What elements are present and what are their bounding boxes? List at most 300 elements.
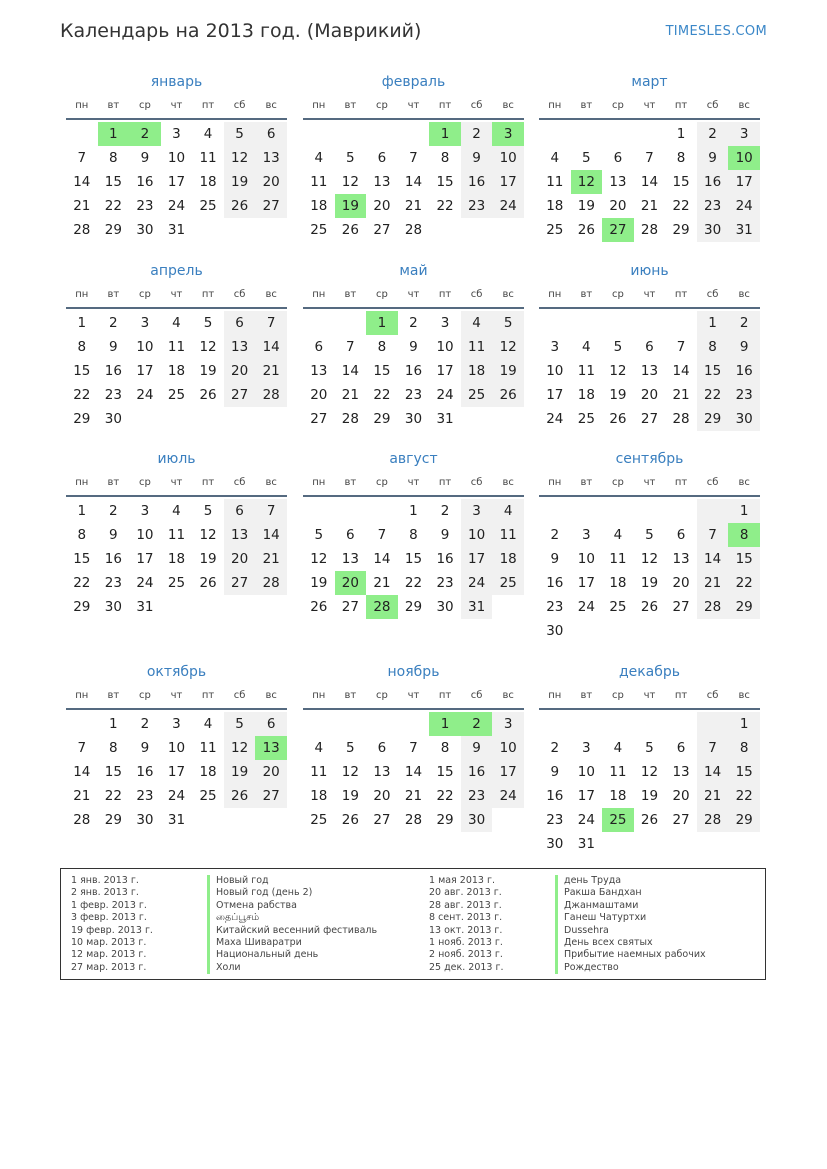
weekday-label: вс xyxy=(265,100,277,111)
day-cell: 21 xyxy=(697,571,729,595)
weekday-header xyxy=(66,686,287,710)
day-cell: 2 xyxy=(440,503,450,519)
day-cell: 7 xyxy=(77,150,87,166)
weekday-label: вт xyxy=(580,289,593,300)
weekday-header xyxy=(303,96,524,120)
weekday-label: ср xyxy=(375,289,388,300)
empty-cell xyxy=(66,122,98,146)
day-cell: 16 xyxy=(546,788,564,804)
day-cell: 17 xyxy=(436,363,454,379)
day-cell: 25 xyxy=(609,599,627,615)
day-cell: 9 xyxy=(440,527,450,543)
empty-cell xyxy=(366,122,398,146)
weekday-label: вс xyxy=(265,289,277,300)
day-cell: 31 xyxy=(461,595,493,619)
holiday-name: Рождество xyxy=(555,962,706,974)
empty-cell xyxy=(728,619,760,643)
holiday-name: Отмена рабства xyxy=(207,900,377,912)
day-cell: 4 xyxy=(461,311,493,335)
day-cell: 9 xyxy=(109,527,118,543)
day-cell: 18 xyxy=(310,198,328,214)
day-cell: 10 xyxy=(577,764,595,780)
day-grid xyxy=(539,311,760,431)
day-cell: 7 xyxy=(409,740,418,756)
day-cell: 19 xyxy=(224,170,256,194)
day-cell: 27 xyxy=(255,194,287,218)
day-cell: 19 xyxy=(199,551,217,567)
weekday-label: сб xyxy=(706,100,719,111)
weekday-label: ср xyxy=(138,100,151,111)
day-cell: 19 xyxy=(492,359,524,383)
day-cell: 16 xyxy=(404,363,423,379)
day-grid xyxy=(303,122,524,242)
day-cell: 16 xyxy=(697,170,729,194)
day-cell: 8 xyxy=(77,339,87,355)
day-cell: 12 xyxy=(224,146,256,170)
day-cell: 17 xyxy=(728,170,760,194)
day-cell: 9 xyxy=(461,146,493,170)
day-cell: 13 xyxy=(373,174,391,190)
day-cell: 9 xyxy=(109,339,118,355)
day-cell: 28 xyxy=(73,812,91,828)
holiday-name: தைப்பூசம் xyxy=(207,912,377,924)
day-cell: 27 xyxy=(224,383,256,407)
day-cell: 13 xyxy=(310,363,328,379)
brand-link[interactable]: TIMESLES.COM xyxy=(665,24,767,39)
day-cell: 17 xyxy=(136,551,154,567)
day-cell: 24 xyxy=(461,571,493,595)
day-cell: 6 xyxy=(377,150,387,166)
weekday-label: сб xyxy=(470,477,483,488)
day-grid xyxy=(66,311,287,431)
day-cell: 13 xyxy=(341,551,359,567)
day-cell: 5 xyxy=(582,150,591,166)
weekday-label: пн xyxy=(75,289,89,300)
weekday-header xyxy=(303,686,524,710)
day-cell: 23 xyxy=(461,194,493,218)
day-cell: 19 xyxy=(577,198,595,214)
day-cell: 21 xyxy=(404,198,423,214)
day-cell: 9 xyxy=(409,339,418,355)
day-cell: 29 xyxy=(697,407,729,431)
day-cell: 3 xyxy=(582,527,591,543)
day-cell: 2 xyxy=(550,740,560,756)
day-cell: 12 xyxy=(640,551,659,567)
day-cell: 18 xyxy=(310,788,328,804)
day-cell: 30 xyxy=(546,623,564,639)
day-cell: 3 xyxy=(492,712,524,736)
day-grid xyxy=(66,499,287,619)
day-cell: 7 xyxy=(409,150,418,166)
day-cell: 13 xyxy=(224,335,256,359)
weekday-header xyxy=(66,285,287,309)
day-cell: 15 xyxy=(73,363,91,379)
empty-cell xyxy=(255,595,287,619)
day-cell: 30 xyxy=(404,411,423,427)
weekday-label: пт xyxy=(674,477,688,488)
empty-cell xyxy=(255,218,287,242)
day-cell: 30 xyxy=(436,599,454,615)
day-cell: 29 xyxy=(672,222,690,238)
day-cell: 23 xyxy=(104,387,122,403)
day-cell: 1 xyxy=(728,712,760,736)
day-cell: 27 xyxy=(672,599,690,615)
holiday-day-cell: 19 xyxy=(335,194,367,218)
day-cell: 5 xyxy=(224,712,256,736)
day-cell: 25 xyxy=(310,812,328,828)
day-cell: 11 xyxy=(609,764,627,780)
day-cell: 22 xyxy=(436,198,454,214)
day-cell: 10 xyxy=(167,740,186,756)
empty-cell xyxy=(192,218,224,242)
day-cell: 21 xyxy=(255,547,287,571)
empty-cell xyxy=(571,499,603,523)
holiday-date: 1 янв. 2013 г. xyxy=(71,875,139,886)
day-cell: 14 xyxy=(697,760,729,784)
day-cell: 3 xyxy=(140,315,150,331)
day-cell: 22 xyxy=(73,575,91,591)
day-cell: 5 xyxy=(613,339,623,355)
day-cell: 9 xyxy=(461,736,493,760)
day-cell: 1 xyxy=(676,126,686,142)
day-cell: 30 xyxy=(728,407,760,431)
month-8 xyxy=(303,449,524,619)
day-cell: 2 xyxy=(140,716,150,732)
empty-cell xyxy=(192,808,224,832)
weekday-label: ср xyxy=(611,690,624,701)
weekday-label: чт xyxy=(170,477,183,488)
day-cell: 4 xyxy=(172,503,181,519)
day-cell: 31 xyxy=(167,222,186,238)
weekday-label: сб xyxy=(233,477,246,488)
day-cell: 11 xyxy=(310,174,328,190)
weekday-label: вт xyxy=(107,289,120,300)
weekday-label: ср xyxy=(375,690,388,701)
day-cell: 18 xyxy=(577,387,595,403)
day-cell: 20 xyxy=(672,788,690,804)
empty-cell xyxy=(539,712,571,736)
day-cell: 5 xyxy=(645,527,654,543)
holiday-day-cell: 13 xyxy=(255,736,287,760)
day-cell: 31 xyxy=(136,599,154,615)
month-name: июнь xyxy=(630,263,669,279)
day-cell: 15 xyxy=(73,551,91,567)
day-cell: 21 xyxy=(73,788,91,804)
day-cell: 7 xyxy=(255,311,287,335)
day-cell: 29 xyxy=(73,599,91,615)
day-cell: 3 xyxy=(582,740,591,756)
day-cell: 21 xyxy=(697,784,729,808)
weekday-label: вс xyxy=(738,477,750,488)
day-cell: 22 xyxy=(728,784,760,808)
holiday-day-cell: 1 xyxy=(429,122,461,146)
empty-cell xyxy=(224,407,256,431)
day-cell: 22 xyxy=(728,571,760,595)
day-cell: 24 xyxy=(728,194,760,218)
weekday-label: вт xyxy=(107,690,120,701)
empty-cell xyxy=(161,407,193,431)
month-7 xyxy=(66,449,287,619)
day-cell: 10 xyxy=(136,339,154,355)
weekday-label: вт xyxy=(344,477,357,488)
weekday-label: вт xyxy=(344,289,357,300)
day-cell: 6 xyxy=(613,150,623,166)
day-cell: 23 xyxy=(728,383,760,407)
weekday-label: вс xyxy=(502,477,514,488)
day-cell: 23 xyxy=(136,198,154,214)
weekday-label: сб xyxy=(706,289,719,300)
day-cell: 1 xyxy=(109,716,118,732)
day-cell: 10 xyxy=(167,150,186,166)
day-cell: 21 xyxy=(255,359,287,383)
day-cell: 8 xyxy=(697,335,729,359)
month-5 xyxy=(303,261,524,431)
empty-cell xyxy=(161,595,193,619)
day-cell: 8 xyxy=(77,527,87,543)
holiday-name: Ракша Бандхан xyxy=(555,887,706,899)
month-name: февраль xyxy=(381,74,446,90)
month-name: ноябрь xyxy=(387,664,440,680)
weekday-label: пн xyxy=(312,289,326,300)
month-name: май xyxy=(399,263,428,279)
day-cell: 12 xyxy=(341,764,359,780)
day-cell: 14 xyxy=(373,551,391,567)
weekday-label: пн xyxy=(75,100,89,111)
weekday-label: вс xyxy=(738,289,750,300)
weekday-label: пн xyxy=(75,690,89,701)
day-cell: 17 xyxy=(492,760,524,784)
day-cell: 2 xyxy=(109,315,118,331)
day-cell: 3 xyxy=(461,499,493,523)
empty-cell xyxy=(461,407,493,431)
month-name: март xyxy=(631,74,668,90)
day-cell: 10 xyxy=(436,339,454,355)
weekday-label: вс xyxy=(502,100,514,111)
day-cell: 14 xyxy=(404,764,423,780)
holiday-day-cell: 28 xyxy=(366,595,398,619)
weekday-header xyxy=(539,285,760,309)
empty-cell xyxy=(224,595,256,619)
day-cell: 27 xyxy=(255,784,287,808)
day-cell: 13 xyxy=(672,764,690,780)
holiday-date: 10 мар. 2013 г. xyxy=(71,936,147,948)
day-cell: 22 xyxy=(672,198,690,214)
empty-cell xyxy=(255,808,287,832)
empty-cell xyxy=(335,122,367,146)
day-cell: 20 xyxy=(640,387,659,403)
day-cell: 28 xyxy=(404,812,423,828)
day-grid xyxy=(66,712,287,832)
day-cell: 21 xyxy=(341,387,359,403)
day-grid xyxy=(539,122,760,242)
day-grid xyxy=(66,122,287,242)
empty-cell xyxy=(366,712,398,736)
empty-cell xyxy=(539,311,571,335)
day-cell: 14 xyxy=(341,363,359,379)
empty-cell xyxy=(571,712,603,736)
holiday-day-cell: 2 xyxy=(129,122,161,146)
day-cell: 13 xyxy=(255,146,287,170)
day-cell: 8 xyxy=(377,339,387,355)
holiday-date: 20 авг. 2013 г. xyxy=(429,887,502,899)
weekday-label: чт xyxy=(170,690,183,701)
day-cell: 29 xyxy=(104,222,122,238)
day-cell: 19 xyxy=(224,760,256,784)
weekday-header xyxy=(303,285,524,309)
day-cell: 21 xyxy=(404,788,423,804)
day-cell: 28 xyxy=(341,411,359,427)
holiday-list xyxy=(60,868,766,980)
day-cell: 25 xyxy=(492,571,524,595)
weekday-label: пн xyxy=(548,100,562,111)
day-cell: 17 xyxy=(546,387,564,403)
month-name: январь xyxy=(150,74,203,90)
empty-cell xyxy=(602,311,634,335)
holiday-name: Новый год (день 2) xyxy=(207,887,377,899)
month-name: сентябрь xyxy=(615,451,684,467)
empty-cell xyxy=(665,712,697,736)
weekday-label: ср xyxy=(611,289,624,300)
weekday-label: пн xyxy=(548,690,562,701)
day-cell: 24 xyxy=(492,784,524,808)
empty-cell xyxy=(539,499,571,523)
day-cell: 8 xyxy=(440,150,450,166)
day-cell: 18 xyxy=(199,764,217,780)
weekday-label: сб xyxy=(470,289,483,300)
day-cell: 6 xyxy=(255,122,287,146)
empty-cell xyxy=(492,407,524,431)
weekday-label: чт xyxy=(643,289,656,300)
day-cell: 6 xyxy=(255,712,287,736)
day-cell: 17 xyxy=(167,174,186,190)
day-cell: 3 xyxy=(728,122,760,146)
day-cell: 9 xyxy=(550,764,560,780)
day-cell: 14 xyxy=(404,174,423,190)
day-cell: 31 xyxy=(728,218,760,242)
holiday-name: Холи xyxy=(207,962,377,974)
weekday-label: чт xyxy=(643,477,656,488)
day-cell: 24 xyxy=(167,198,186,214)
day-cell: 12 xyxy=(341,174,359,190)
empty-cell xyxy=(697,619,729,643)
holiday-name: Новый год xyxy=(207,875,377,887)
day-cell: 28 xyxy=(640,222,659,238)
day-cell: 8 xyxy=(409,527,418,543)
day-cell: 17 xyxy=(577,575,595,591)
holiday-date: 25 дек. 2013 г. xyxy=(429,961,504,973)
day-cell: 23 xyxy=(546,599,564,615)
day-cell: 15 xyxy=(104,174,122,190)
empty-cell xyxy=(224,218,256,242)
day-grid xyxy=(303,499,524,619)
empty-cell xyxy=(602,122,634,146)
day-cell: 9 xyxy=(697,146,729,170)
day-cell: 29 xyxy=(436,812,454,828)
holiday-day-cell: 20 xyxy=(335,571,367,595)
month-10 xyxy=(66,662,287,832)
day-cell: 16 xyxy=(104,363,122,379)
weekday-label: ср xyxy=(138,477,151,488)
day-cell: 6 xyxy=(346,527,355,543)
day-cell: 11 xyxy=(546,174,564,190)
day-cell: 23 xyxy=(697,194,729,218)
day-cell: 4 xyxy=(582,339,591,355)
empty-cell xyxy=(492,595,524,619)
day-cell: 23 xyxy=(461,784,493,808)
empty-cell xyxy=(492,218,524,242)
day-cell: 18 xyxy=(167,551,186,567)
day-cell: 15 xyxy=(373,363,391,379)
month-name: апрель xyxy=(150,263,203,279)
holiday-name: День всех святых xyxy=(555,937,706,949)
holiday-dates-column xyxy=(71,875,153,974)
holiday-date: 12 мар. 2013 г. xyxy=(71,949,147,961)
day-cell: 7 xyxy=(377,527,387,543)
day-cell: 16 xyxy=(136,764,154,780)
empty-cell xyxy=(665,311,697,335)
day-cell: 5 xyxy=(224,122,256,146)
day-cell: 14 xyxy=(255,335,287,359)
holiday-date: 3 февр. 2013 г. xyxy=(71,912,147,924)
day-cell: 8 xyxy=(109,150,118,166)
day-grid xyxy=(303,712,524,832)
holiday-date: 8 сент. 2013 г. xyxy=(429,912,503,924)
empty-cell xyxy=(303,712,335,736)
day-cell: 11 xyxy=(310,764,328,780)
day-cell: 24 xyxy=(577,599,595,615)
month-12 xyxy=(539,662,760,856)
holiday-day-cell: 1 xyxy=(429,712,461,736)
weekday-label: пн xyxy=(312,690,326,701)
month-11 xyxy=(303,662,524,832)
day-cell: 19 xyxy=(640,788,659,804)
weekday-header xyxy=(539,473,760,497)
day-cell: 4 xyxy=(613,740,623,756)
holiday-date: 1 нояб. 2013 г. xyxy=(429,936,503,948)
month-name: июль xyxy=(157,451,196,467)
weekday-label: сб xyxy=(706,690,719,701)
day-cell: 14 xyxy=(73,764,91,780)
day-cell: 16 xyxy=(104,551,122,567)
empty-cell xyxy=(398,712,430,736)
page-title: Календарь на 2013 год. (Маврикий) xyxy=(60,20,422,42)
empty-cell xyxy=(602,619,634,643)
day-cell: 2 xyxy=(728,311,760,335)
day-cell: 27 xyxy=(310,411,328,427)
day-cell: 21 xyxy=(640,198,659,214)
day-cell: 27 xyxy=(373,222,391,238)
day-cell: 19 xyxy=(199,363,217,379)
day-cell: 11 xyxy=(167,527,186,543)
empty-cell xyxy=(665,619,697,643)
weekday-header xyxy=(66,96,287,120)
empty-cell xyxy=(697,712,729,736)
holiday-names-column xyxy=(207,875,377,974)
day-cell: 4 xyxy=(613,527,623,543)
empty-cell xyxy=(665,832,697,856)
day-cell: 2 xyxy=(461,122,493,146)
day-cell: 27 xyxy=(224,571,256,595)
day-cell: 10 xyxy=(492,736,524,760)
empty-cell xyxy=(461,218,493,242)
weekday-label: вт xyxy=(344,690,357,701)
day-cell: 10 xyxy=(577,551,595,567)
day-cell: 1 xyxy=(697,311,729,335)
day-cell: 31 xyxy=(436,411,454,427)
day-cell: 10 xyxy=(461,523,493,547)
day-cell: 20 xyxy=(224,359,256,383)
day-cell: 3 xyxy=(172,716,181,732)
